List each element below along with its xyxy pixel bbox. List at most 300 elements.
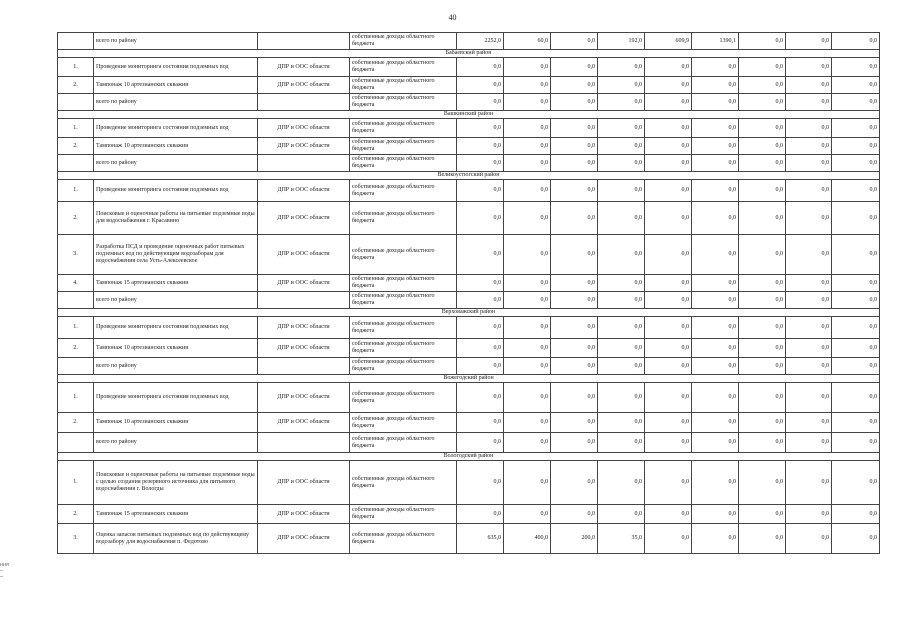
amount-cell: 0,0 <box>692 461 739 505</box>
amount-cell: 0,0 <box>504 292 551 309</box>
amount-cell: 0,0 <box>739 155 786 172</box>
amount-cell: 0,0 <box>551 275 598 292</box>
amount-cell: 0,0 <box>832 461 880 505</box>
amount-cell: 0,0 <box>457 292 504 309</box>
table-row <box>58 180 880 202</box>
amount-cell: 0,0 <box>786 413 832 433</box>
amount-cell: 0,0 <box>551 33 598 50</box>
table-row <box>58 202 880 235</box>
amount-cell: 0,0 <box>645 58 692 77</box>
amount-cell: 0,0 <box>457 433 504 453</box>
measure-name: Тампонаж 10 артезианских скважин <box>94 138 258 155</box>
amount-cell: 0,0 <box>786 275 832 292</box>
amount-cell: 0,0 <box>645 413 692 433</box>
amount-cell: 0,0 <box>598 119 645 138</box>
district-header-row <box>58 111 880 119</box>
amount-cell: 0,0 <box>551 119 598 138</box>
amount-cell: 0,0 <box>551 180 598 202</box>
table-row <box>58 383 880 413</box>
measure-name: всего по району <box>94 358 258 375</box>
table-row <box>58 155 880 172</box>
district-header-row <box>58 375 880 383</box>
amount-cell: 0,0 <box>692 138 739 155</box>
table-row <box>58 339 880 358</box>
district-name: Вологодский район <box>58 453 880 461</box>
row-number: 1. <box>58 317 94 339</box>
table-row <box>58 33 880 50</box>
amount-cell: 0,0 <box>504 433 551 453</box>
amount-cell: 0,0 <box>598 358 645 375</box>
amount-cell: 0,0 <box>832 138 880 155</box>
table-row <box>58 461 880 505</box>
amount-cell: 0,0 <box>692 58 739 77</box>
amount-cell: 0,0 <box>457 155 504 172</box>
measure-name: Поисковые и оценочные работы на питьевые подземные воды с целью создания резервного источника для питьевого водоснабжения г. Вологды <box>94 461 258 505</box>
executor: ДПР и ООС области <box>258 339 350 358</box>
executor: ДПР и ООС области <box>258 275 350 292</box>
table-row <box>58 138 880 155</box>
row-number: 3. <box>58 235 94 275</box>
amount-cell: 0,0 <box>645 119 692 138</box>
amount-cell: 0,0 <box>551 383 598 413</box>
row-number: 2. <box>58 202 94 235</box>
amount-cell: 0,0 <box>692 202 739 235</box>
funding-source: собственные доходы областного бюджета <box>350 358 457 375</box>
table-row <box>58 524 880 554</box>
amount-cell: 0,0 <box>645 292 692 309</box>
amount-cell: 0,0 <box>457 413 504 433</box>
amount-cell: 0,0 <box>645 138 692 155</box>
measure-name: Разработка ПСД и проведение оценочных работ питьевых подземных вод по действующим водозаборам для водоснабжения села Усть-Алексеевское <box>94 235 258 275</box>
amount-cell: 0,0 <box>457 138 504 155</box>
district-name: Вожегодский район <box>58 375 880 383</box>
amount-cell: 0,0 <box>832 317 880 339</box>
row-number <box>58 155 94 172</box>
amount-cell: 0,0 <box>551 433 598 453</box>
amount-cell: 0,0 <box>457 383 504 413</box>
amount-cell: 0,0 <box>786 317 832 339</box>
executor <box>258 155 350 172</box>
measure-name: всего по району <box>94 94 258 111</box>
amount-cell: 0,0 <box>645 235 692 275</box>
page-number: 40 <box>448 13 457 22</box>
margin-mark: — <box>0 574 4 580</box>
amount-cell: 0,0 <box>598 235 645 275</box>
amount-cell: 0,0 <box>598 138 645 155</box>
measure-name: Тампонаж 15 артезианских скважин <box>94 505 258 524</box>
amount-cell: 0,0 <box>457 77 504 94</box>
amount-cell: 0,0 <box>504 94 551 111</box>
amount-cell: 0,0 <box>504 202 551 235</box>
amount-cell: 0,0 <box>504 119 551 138</box>
amount-cell: 0,0 <box>692 180 739 202</box>
amount-cell: 0,0 <box>786 119 832 138</box>
amount-cell: 0,0 <box>786 77 832 94</box>
amount-cell: 0,0 <box>692 339 739 358</box>
amount-cell: 0,0 <box>645 505 692 524</box>
amount-cell: 0,0 <box>457 202 504 235</box>
amount-cell: 0,0 <box>551 202 598 235</box>
amount-cell: 0,0 <box>739 77 786 94</box>
table-row <box>58 433 880 453</box>
amount-cell: 0,0 <box>551 292 598 309</box>
amount-cell: 0,0 <box>504 77 551 94</box>
amount-cell: 0,0 <box>786 202 832 235</box>
amount-cell: 0,0 <box>504 505 551 524</box>
amount-cell: 0,0 <box>551 413 598 433</box>
amount-cell: 0,0 <box>598 77 645 94</box>
amount-cell: 0,0 <box>786 505 832 524</box>
amount-cell: 0,0 <box>645 524 692 554</box>
amount-cell: 0,0 <box>504 413 551 433</box>
funding-source: собственные доходы областного бюджета <box>350 275 457 292</box>
funding-source: собственные доходы областного бюджета <box>350 433 457 453</box>
amount-cell: 0,0 <box>551 235 598 275</box>
executor: ДПР и ООС области <box>258 77 350 94</box>
margin-mark: — <box>0 568 4 574</box>
amount-cell: 0,0 <box>598 339 645 358</box>
amount-cell: 0,0 <box>786 461 832 505</box>
funding-source: собственные доходы областного бюджета <box>350 180 457 202</box>
amount-cell: 0,0 <box>598 94 645 111</box>
amount-cell: 0,0 <box>551 339 598 358</box>
amount-cell: 1390,1 <box>692 33 739 50</box>
amount-cell: 0,0 <box>692 413 739 433</box>
amount-cell: 0,0 <box>551 461 598 505</box>
measure-name: Тампонаж 10 артезианских скважин <box>94 413 258 433</box>
executor: ДПР и ООС области <box>258 413 350 433</box>
amount-cell: 0,0 <box>504 155 551 172</box>
district-header-row <box>58 309 880 317</box>
amount-cell: 0,0 <box>739 505 786 524</box>
amount-cell: 0,0 <box>457 235 504 275</box>
district-name: Бабаевский район <box>58 50 880 58</box>
measure-name: всего по району <box>94 433 258 453</box>
amount-cell: 0,0 <box>739 339 786 358</box>
amount-cell: 0,0 <box>739 33 786 50</box>
measure-name: Проведение мониторинга состояния подземных вод <box>94 317 258 339</box>
amount-cell: 0,0 <box>832 94 880 111</box>
row-number <box>58 358 94 375</box>
amount-cell: 0,0 <box>692 77 739 94</box>
amount-cell: 0,0 <box>598 275 645 292</box>
district-header-row <box>58 453 880 461</box>
amount-cell: 0,0 <box>739 119 786 138</box>
amount-cell: 0,0 <box>645 77 692 94</box>
measure-name: Проведение мониторинга состояния подземных вод <box>94 180 258 202</box>
funding-source: собственные доходы областного бюджета <box>350 235 457 275</box>
amount-cell: 0,0 <box>739 275 786 292</box>
funding-source: собственные доходы областного бюджета <box>350 94 457 111</box>
funding-source: собственные доходы областного бюджета <box>350 155 457 172</box>
measure-name: Проведение мониторинга состояния подземных вод <box>94 383 258 413</box>
executor: ДПР и ООС области <box>258 119 350 138</box>
funding-source: собственные доходы областного бюджета <box>350 292 457 309</box>
amount-cell: 0,0 <box>504 138 551 155</box>
amount-cell: 0,0 <box>457 358 504 375</box>
measure-name: Проведение мониторинга состояния подземных вод <box>94 119 258 138</box>
executor <box>258 33 350 50</box>
amount-cell: 0,0 <box>551 505 598 524</box>
amount-cell: 0,0 <box>504 180 551 202</box>
amount-cell: 0,0 <box>598 317 645 339</box>
funding-source: собственные доходы областного бюджета <box>350 413 457 433</box>
district-name: Великоустюгский район <box>58 172 880 180</box>
amount-cell: 0,0 <box>692 94 739 111</box>
row-number: 1. <box>58 180 94 202</box>
amount-cell: 0,0 <box>832 292 880 309</box>
amount-cell: 0,0 <box>832 275 880 292</box>
funding-source: собственные доходы областного бюджета <box>350 202 457 235</box>
amount-cell: 0,0 <box>598 292 645 309</box>
amount-cell: 0,0 <box>692 155 739 172</box>
amount-cell: 0,0 <box>739 94 786 111</box>
amount-cell: 0,0 <box>645 383 692 413</box>
amount-cell: 0,0 <box>598 155 645 172</box>
district-name: Верховажский район <box>58 309 880 317</box>
amount-cell: 0,0 <box>598 180 645 202</box>
measure-name: Поисковые и оценочные работы на питьевые подземные воды для водоснабжения г. Красавино <box>94 202 258 235</box>
amount-cell: 0,0 <box>457 58 504 77</box>
amount-cell: 0,0 <box>832 58 880 77</box>
row-number: 2. <box>58 339 94 358</box>
amount-cell: 0,0 <box>832 433 880 453</box>
amount-cell: 0,0 <box>739 138 786 155</box>
amount-cell: 0,0 <box>645 461 692 505</box>
amount-cell: 0,0 <box>832 358 880 375</box>
row-number <box>58 33 94 50</box>
funding-source: собственные доходы областного бюджета <box>350 339 457 358</box>
amount-cell: 0,0 <box>786 155 832 172</box>
amount-cell: 0,0 <box>786 383 832 413</box>
amount-cell: 0,0 <box>504 275 551 292</box>
amount-cell: 635,0 <box>457 524 504 554</box>
table-row <box>58 235 880 275</box>
amount-cell: 0,0 <box>786 58 832 77</box>
amount-cell: 0,0 <box>739 202 786 235</box>
amount-cell: 0,0 <box>457 505 504 524</box>
amount-cell: 0,0 <box>739 292 786 309</box>
amount-cell: 0,0 <box>739 235 786 275</box>
amount-cell: 400,0 <box>504 524 551 554</box>
amount-cell: 0,0 <box>457 317 504 339</box>
amount-cell: 0,0 <box>504 383 551 413</box>
row-number <box>58 94 94 111</box>
amount-cell: 0,0 <box>504 461 551 505</box>
executor: ДПР и ООС области <box>258 58 350 77</box>
executor <box>258 433 350 453</box>
amount-cell: 0,0 <box>692 275 739 292</box>
amount-cell: 0,0 <box>739 358 786 375</box>
measure-name: Проведение мониторинга состояния подземных вод <box>94 58 258 77</box>
amount-cell: 609,9 <box>645 33 692 50</box>
funding-source: собственные доходы областного бюджета <box>350 138 457 155</box>
table-row <box>58 94 880 111</box>
amount-cell: 0,0 <box>786 358 832 375</box>
amount-cell: 0,0 <box>598 433 645 453</box>
table-row <box>58 58 880 77</box>
amount-cell: 0,0 <box>786 292 832 309</box>
executor: ДПР и ООС области <box>258 505 350 524</box>
amount-cell: 0,0 <box>786 33 832 50</box>
amount-cell: 0,0 <box>786 433 832 453</box>
amount-cell: 35,0 <box>598 524 645 554</box>
amount-cell: 60,0 <box>504 33 551 50</box>
table-row <box>58 317 880 339</box>
amount-cell: 0,0 <box>692 383 739 413</box>
amount-cell: 0,0 <box>457 461 504 505</box>
district-header-row <box>58 172 880 180</box>
amount-cell: 200,0 <box>551 524 598 554</box>
amount-cell: 0,0 <box>598 461 645 505</box>
funding-source: собственные доходы областного бюджета <box>350 77 457 94</box>
amount-cell: 0,0 <box>645 433 692 453</box>
amount-cell: 0,0 <box>551 138 598 155</box>
amount-cell: 0,0 <box>832 413 880 433</box>
amount-cell: 0,0 <box>504 235 551 275</box>
row-number: 2. <box>58 505 94 524</box>
amount-cell: 0,0 <box>598 505 645 524</box>
amount-cell: 0,0 <box>739 461 786 505</box>
amount-cell: 0,0 <box>692 358 739 375</box>
margin-marks <box>0 562 14 580</box>
funding-source: собственные доходы областного бюджета <box>350 58 457 77</box>
amount-cell: 0,0 <box>832 77 880 94</box>
table-row <box>58 413 880 433</box>
executor: ДПР и ООС области <box>258 383 350 413</box>
measure-name: Оценка запасов питьевых подземных вод по действующему водозабору для водоснабжения п. Федотово <box>94 524 258 554</box>
amount-cell: 0,0 <box>832 180 880 202</box>
executor: ДПР и ООС области <box>258 138 350 155</box>
row-number: 4. <box>58 275 94 292</box>
funding-source: собственные доходы областного бюджета <box>350 461 457 505</box>
row-number: 3. <box>58 524 94 554</box>
amount-cell: 0,0 <box>832 155 880 172</box>
amount-cell: 0,0 <box>786 180 832 202</box>
amount-cell: 0,0 <box>739 383 786 413</box>
amount-cell: 0,0 <box>692 433 739 453</box>
amount-cell: 0,0 <box>457 275 504 292</box>
amount-cell: 0,0 <box>832 33 880 50</box>
amount-cell: 0,0 <box>598 58 645 77</box>
amount-cell: 0,0 <box>739 58 786 77</box>
funding-source: собственные доходы областного бюджета <box>350 383 457 413</box>
amount-cell: 0,0 <box>504 339 551 358</box>
amount-cell: 192,0 <box>598 33 645 50</box>
amount-cell: 0,0 <box>786 524 832 554</box>
district-header-row <box>58 50 880 58</box>
executor: ДПР и ООС области <box>258 180 350 202</box>
funding-source: собственные доходы областного бюджета <box>350 33 457 50</box>
amount-cell: 0,0 <box>504 317 551 339</box>
measure-name: всего по району <box>94 155 258 172</box>
amount-cell: 0,0 <box>645 94 692 111</box>
amount-cell: 0,0 <box>786 94 832 111</box>
budget-table <box>57 32 880 554</box>
measure-name: всего по району <box>94 33 258 50</box>
amount-cell: 0,0 <box>645 339 692 358</box>
amount-cell: 0,0 <box>645 180 692 202</box>
amount-cell: 0,0 <box>645 275 692 292</box>
executor: ДПР и ООС области <box>258 317 350 339</box>
amount-cell: 0,0 <box>692 292 739 309</box>
executor: ДПР и ООС области <box>258 524 350 554</box>
table-row <box>58 119 880 138</box>
amount-cell: 0,0 <box>551 94 598 111</box>
amount-cell: 0,0 <box>551 58 598 77</box>
amount-cell: 0,0 <box>457 339 504 358</box>
row-number: 1. <box>58 461 94 505</box>
executor: ДПР и ООС области <box>258 461 350 505</box>
table-row <box>58 358 880 375</box>
funding-source: собственные доходы областного бюджета <box>350 524 457 554</box>
row-number: 1. <box>58 58 94 77</box>
amount-cell: 0,0 <box>551 358 598 375</box>
funding-source: собственные доходы областного бюджета <box>350 317 457 339</box>
amount-cell: 0,0 <box>832 202 880 235</box>
amount-cell: 0,0 <box>832 119 880 138</box>
amount-cell: 0,0 <box>739 413 786 433</box>
amount-cell: 0,0 <box>598 383 645 413</box>
amount-cell: 0,0 <box>692 505 739 524</box>
amount-cell: 0,0 <box>692 235 739 275</box>
amount-cell: 0,0 <box>692 524 739 554</box>
measure-name: всего по району <box>94 292 258 309</box>
amount-cell: 0,0 <box>832 339 880 358</box>
amount-cell: 0,0 <box>457 180 504 202</box>
amount-cell: 0,0 <box>645 155 692 172</box>
executor <box>258 94 350 111</box>
amount-cell: 0,0 <box>645 317 692 339</box>
district-name: Вашкинский район <box>58 111 880 119</box>
amount-cell: 0,0 <box>551 155 598 172</box>
amount-cell: 0,0 <box>739 524 786 554</box>
amount-cell: 0,0 <box>645 358 692 375</box>
funding-source: собственные доходы областного бюджета <box>350 505 457 524</box>
executor: ДПР и ООС области <box>258 202 350 235</box>
row-number: 1. <box>58 383 94 413</box>
margin-mark: ння <box>0 562 10 568</box>
row-number: 2. <box>58 413 94 433</box>
amount-cell: 0,0 <box>832 383 880 413</box>
amount-cell: 0,0 <box>645 202 692 235</box>
table-row <box>58 275 880 292</box>
amount-cell: 0,0 <box>598 413 645 433</box>
row-number <box>58 292 94 309</box>
amount-cell: 0,0 <box>598 202 645 235</box>
funding-source: собственные доходы областного бюджета <box>350 119 457 138</box>
amount-cell: 0,0 <box>786 235 832 275</box>
executor <box>258 292 350 309</box>
amount-cell: 0,0 <box>457 119 504 138</box>
amount-cell: 0,0 <box>832 505 880 524</box>
amount-cell: 0,0 <box>786 339 832 358</box>
amount-cell: 0,0 <box>504 58 551 77</box>
amount-cell: 0,0 <box>692 119 739 138</box>
measure-name: Тампонаж 10 артезианских скважин <box>94 339 258 358</box>
table-row <box>58 77 880 94</box>
amount-cell: 0,0 <box>504 358 551 375</box>
row-number: 2. <box>58 138 94 155</box>
measure-name: Тампонаж 15 артезианских скважин <box>94 275 258 292</box>
amount-cell: 0,0 <box>457 94 504 111</box>
row-number: 1. <box>58 119 94 138</box>
amount-cell: 0,0 <box>832 235 880 275</box>
measure-name: Тампонаж 10 артезианских скважин <box>94 77 258 94</box>
amount-cell: 0,0 <box>786 138 832 155</box>
amount-cell: 0,0 <box>551 77 598 94</box>
row-number: 2. <box>58 77 94 94</box>
